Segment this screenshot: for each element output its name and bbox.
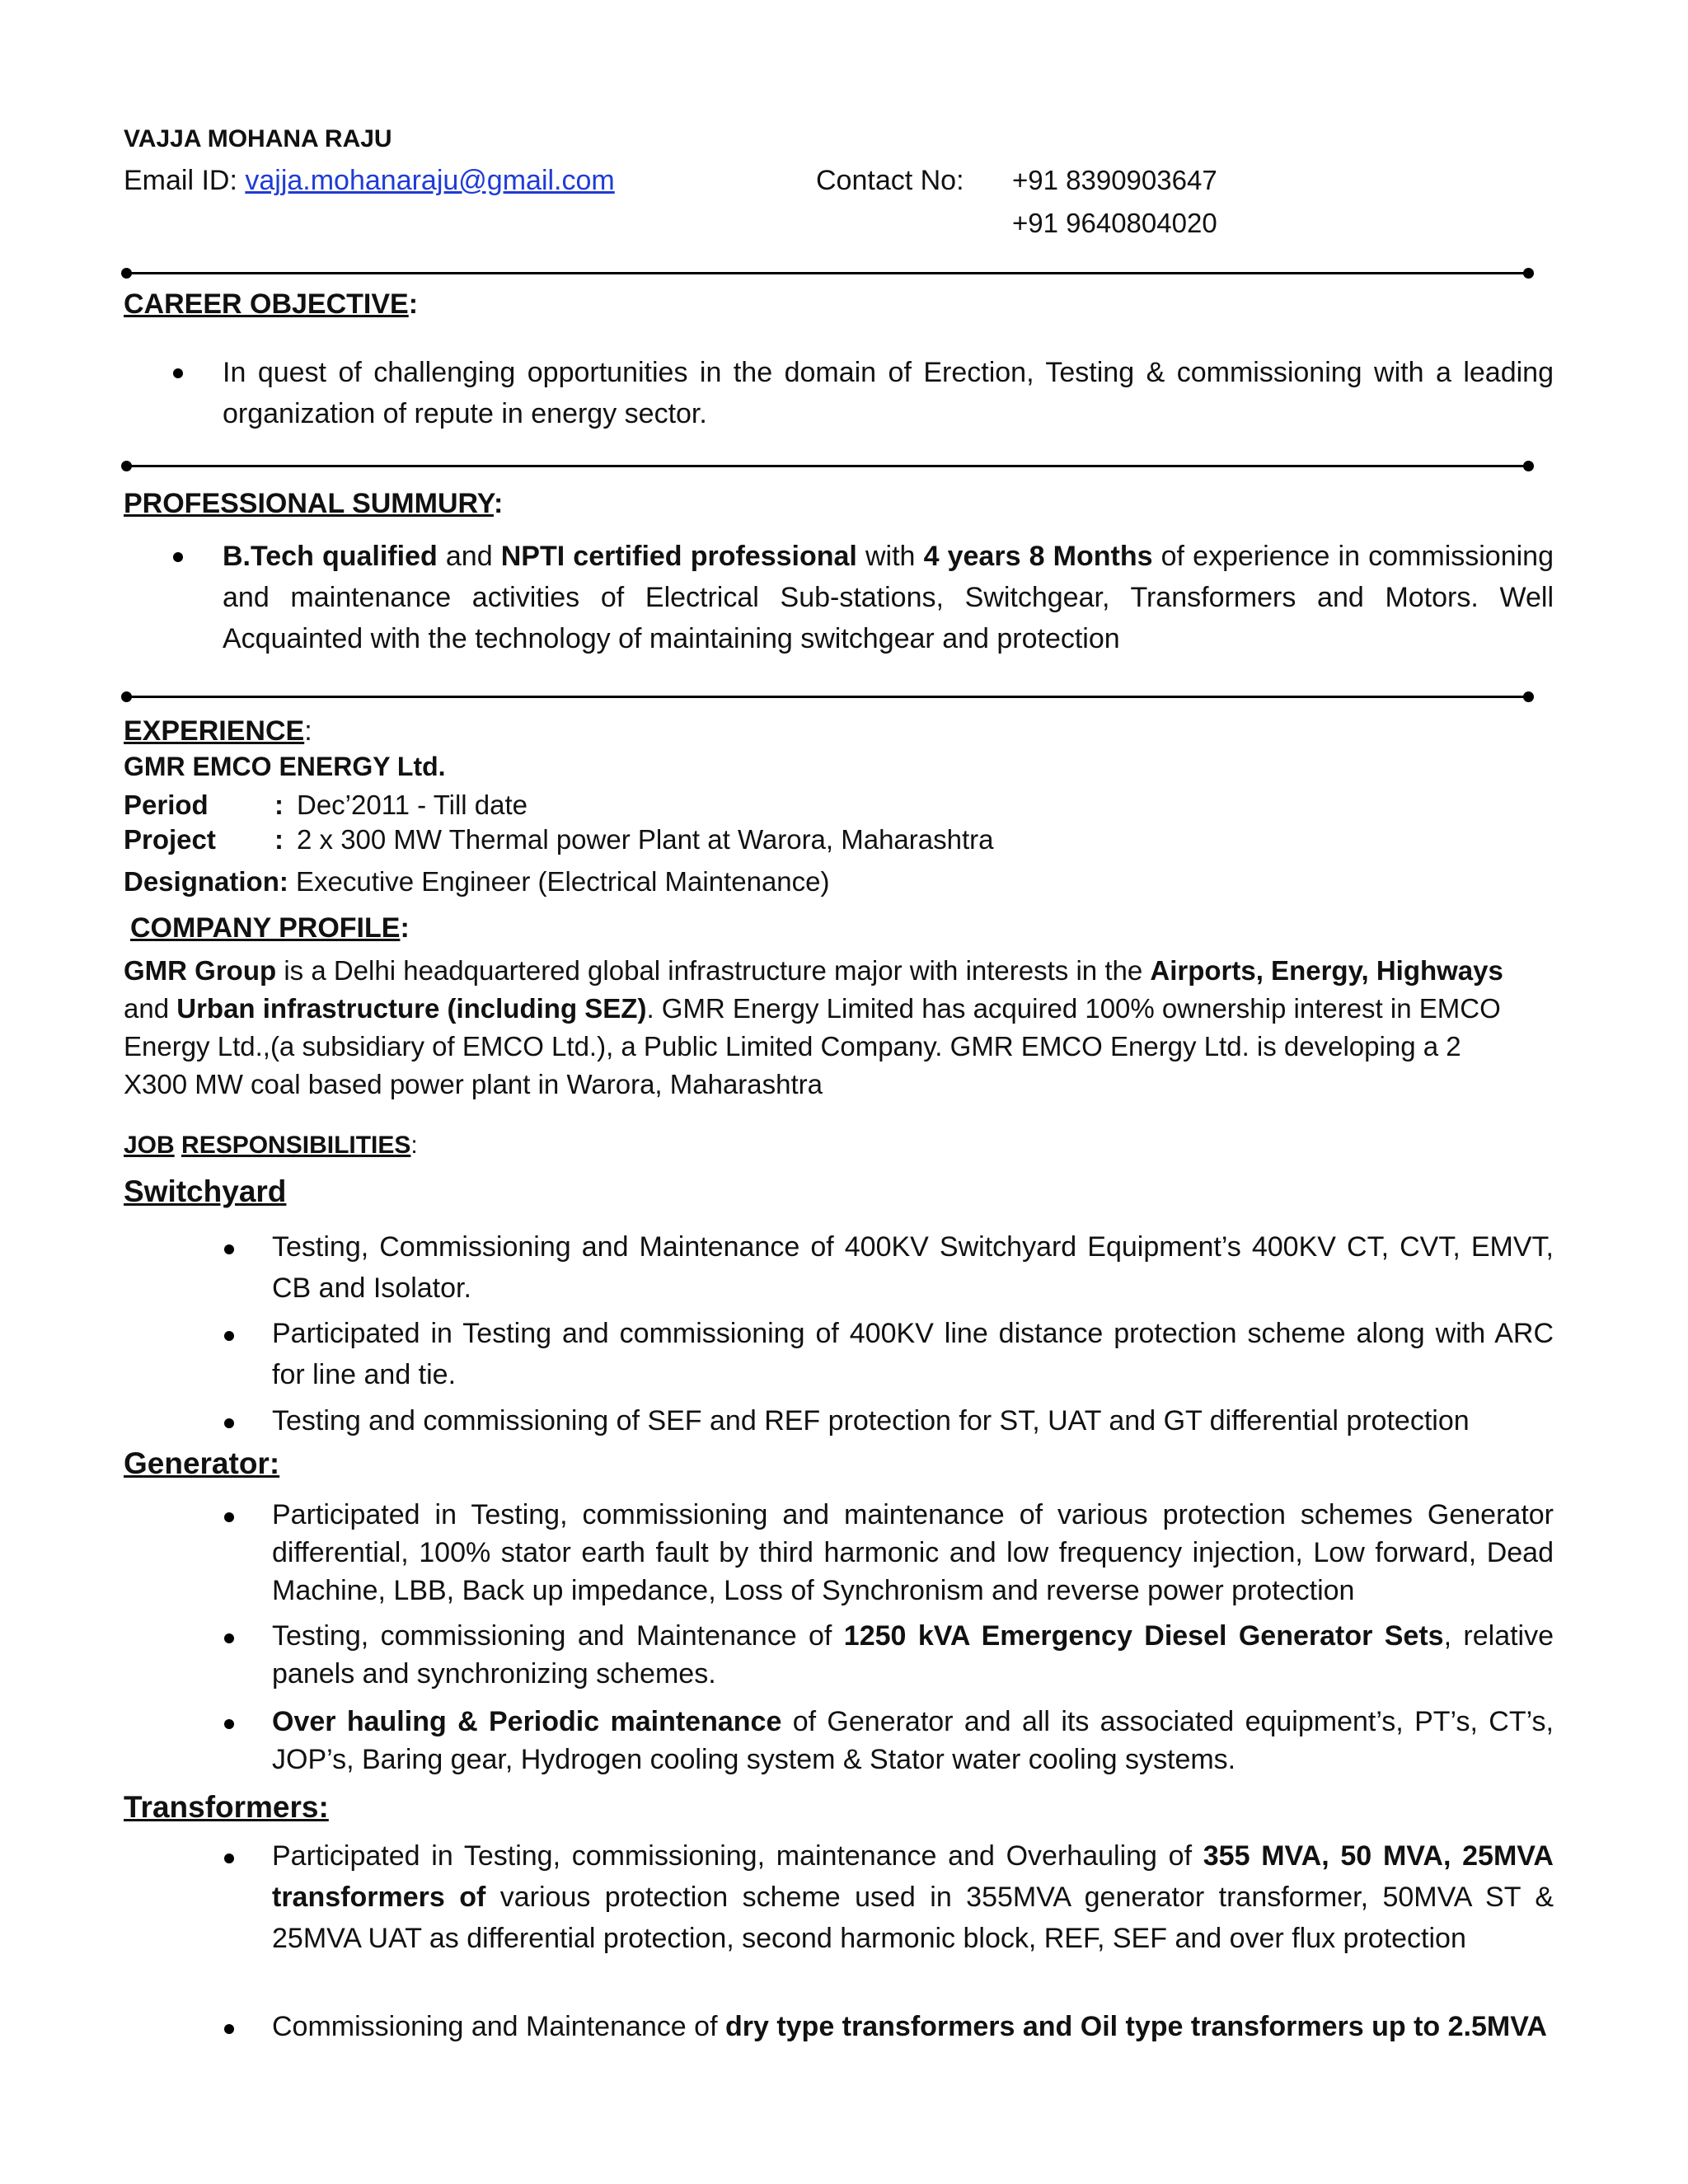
section-divider xyxy=(124,465,1531,467)
generator-item-2: Testing, commissioning and Maintenance of 1250 kVA Emergency Diesel Generator Sets, relative panels and synchronizing schemes. xyxy=(272,1620,1554,1690)
bullet-icon xyxy=(224,2024,234,2034)
switchyard-item-2: Participated in Testing and commissioning of 400KV line distance protection scheme along with ARC for line and tie. xyxy=(272,1318,1554,1390)
phone-number-1: +91 8390903647 xyxy=(1012,165,1217,195)
bullet-icon xyxy=(173,368,183,378)
professional-summary-heading: PROFESSIONAL SUMMURY: xyxy=(124,488,504,519)
transformers-item-1: Participated in Testing, commissioning, maintenance and Overhauling of 355 MVA, 50 MVA, 25MVA transformers of various protection scheme used in 355MVA generator transformer, 50MVA ST & 25MVA UAT as differential protection, second harmonic block, REF, SEF and over flux protection xyxy=(272,1840,1554,1954)
contact-label: Contact No: xyxy=(816,165,964,196)
bullet-icon xyxy=(173,552,183,562)
designation-row: Designation: Executive Engineer (Electrical Maintenance) xyxy=(124,866,830,897)
email-label: Email ID: xyxy=(124,165,246,196)
company-name: GMR EMCO ENERGY Ltd. xyxy=(124,752,446,781)
switchyard-heading: Switchyard xyxy=(124,1174,287,1208)
bullet-icon xyxy=(224,1418,234,1428)
section-divider xyxy=(124,696,1531,698)
company-profile-text: GMR Group is a Delhi headquartered global infrastructure major with interests in the Airports, Energy, Highways and Urban infrastructure (including SEZ). GMR Energy Limited has acquired 100% ownership interest in EMCO Energy Ltd.,(a subsidiary of EMCO Ltd.), a Public Limited Company. GMR EMCO Energy Ltd. is developing a 2 X300 MW coal based power plant in Warora, Maharashtra xyxy=(124,955,1503,1099)
transformers-heading: Transformers: xyxy=(124,1790,329,1824)
generator-heading: Generator: xyxy=(124,1446,280,1480)
generator-item-3: Over hauling & Periodic maintenance of Generator and all its associated equipment’s, PT’s, CT’s, JOP’s, Baring gear, Hydrogen cooling system & Stator water cooling systems. xyxy=(272,1706,1554,1775)
switchyard-item-1: Testing, Commissioning and Maintenance of 400KV Switchyard Equipment’s 400KV CT, CVT, EMVT, CB and Isolator. xyxy=(272,1231,1554,1304)
bullet-icon xyxy=(224,1633,234,1643)
experience-heading: EXPERIENCE: xyxy=(124,715,312,747)
career-objective-text: In quest of challenging opportunities in the domain of Erection, Testing & commissioning with a leading organization of repute in energy sector. xyxy=(223,357,1554,429)
bullet-icon xyxy=(224,1854,234,1863)
phone-number-2: +91 9640804020 xyxy=(1012,208,1217,238)
transformers-item-2: Commissioning and Maintenance of dry type transformers and Oil type transformers up to 2.5MVA xyxy=(272,2011,1547,2042)
bullet-icon xyxy=(224,1244,234,1254)
professional-summary-text: B.Tech qualified and NPTI certified professional with 4 years 8 Months of experience in commissioning and maintenance activities of Electrical Sub-stations, Switchgear, Transformers and Motors. Well Acquainted with the technology of maintaining switchgear and protection xyxy=(223,541,1554,654)
candidate-name: VAJJA MOHANA RAJU xyxy=(124,125,392,152)
section-divider xyxy=(124,272,1531,274)
email-link[interactable]: vajja.mohanaraju@gmail.com xyxy=(245,165,615,196)
bullet-icon xyxy=(224,1512,234,1522)
switchyard-item-3: Testing and commissioning of SEF and REF protection for ST, UAT and GT differential protection xyxy=(272,1405,1470,1436)
bullet-icon xyxy=(224,1331,234,1341)
company-profile-heading: COMPANY PROFILE: xyxy=(130,912,410,944)
period-row: Period : Dec’2011 - Till date xyxy=(124,790,528,820)
generator-item-1: Participated in Testing, commissioning and maintenance of various protection schemes Generator differential, 100% stator earth fault by third harmonic and low frequency injection, Low forward, Dead Machine, LBB, Back up impedance, Loss of Synchronism and reverse power protection xyxy=(272,1499,1554,1606)
email-row xyxy=(124,165,615,197)
project-row: Project : 2 x 300 MW Thermal power Plant at Warora, Maharashtra xyxy=(124,824,994,855)
bullet-icon xyxy=(224,1719,234,1729)
career-objective-heading: CAREER OBJECTIVE: xyxy=(124,288,419,320)
job-responsibilities-heading: JOB RESPONSIBILITIES: xyxy=(124,1132,418,1159)
